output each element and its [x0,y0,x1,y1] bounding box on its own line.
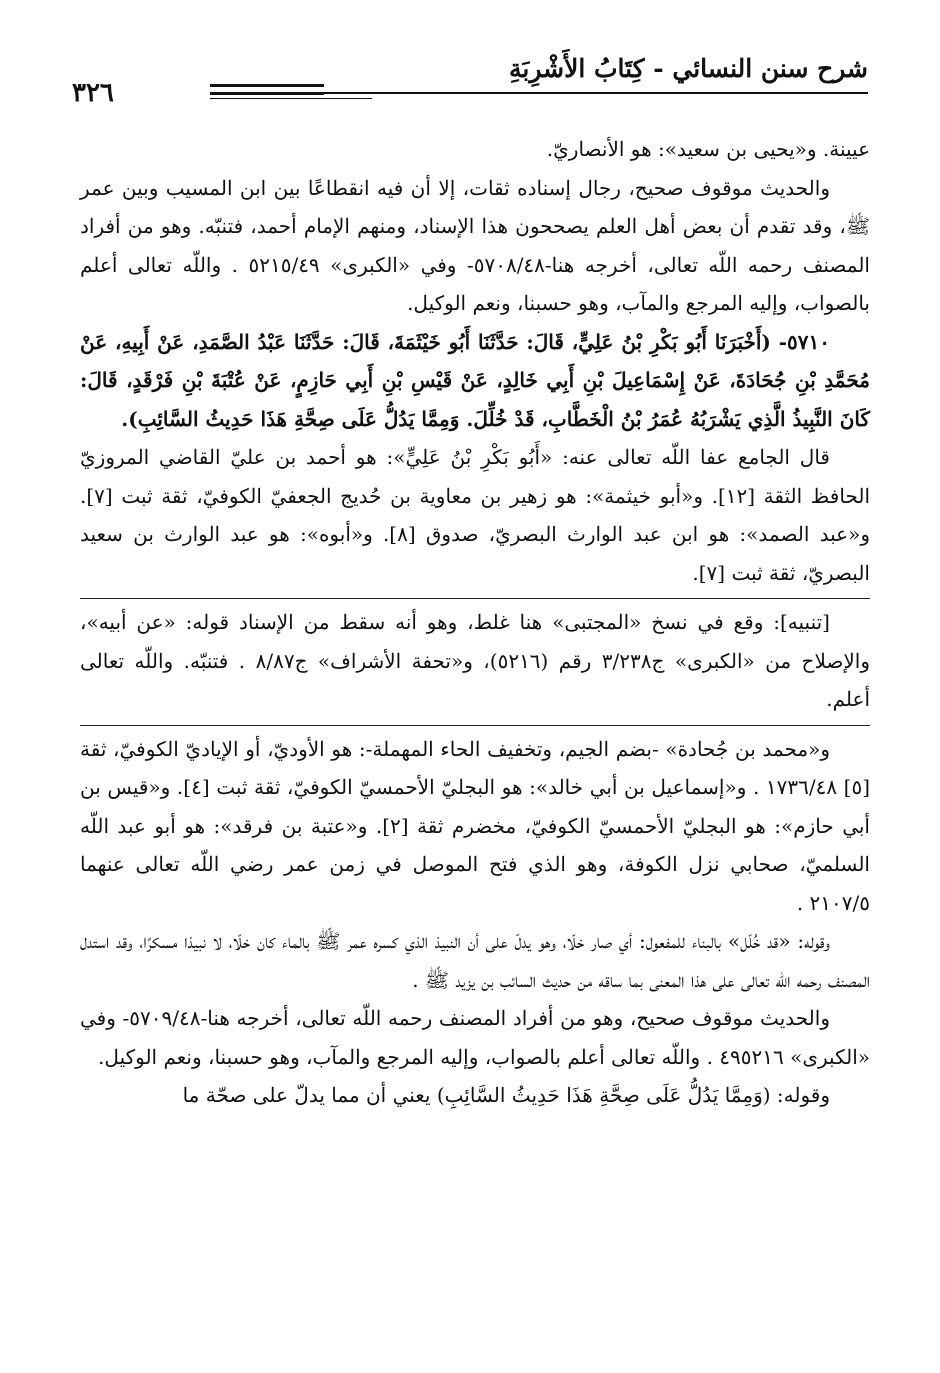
paragraph-2: والحديث موقوف صحيح، رجال إسناده ثقات، إلا أن فيه انقطاعًا بين ابن المسيب وبين عمر ﷺ، وقد تقدم أن بعض أهل العلم يصححون هذا الإسناد، ومنهم الإمام أحمد، فتنبّه. وهو من أفراد المصنف رحمه اللّه تعالى، أخرجه هنا-٥٧٠٨/٤٨- وفي «الكبرى» ٥٢١٥/٤٩ . واللّه تعالى أعلم بالصواب، وإليه المرجع والمآب، وهو حسبنا، ونعم الوكيل. [80,175,870,315]
paragraph-conclusion: والحديث موقوف صحيح، وهو من أفراد المصنف رحمه اللّه تعالى، أخرجه هنا-٥٧٠٩/٤٨- وفي «الكبرى» ٤٩٥٢١٦ . واللّه تعالى أعلم بالصواب، وإليه المرجع والمآب، وهو حسبنا، ونعم الوكيل. [80,1006,870,1069]
paragraph-narrators: و«محمد بن جُحادة» -بضم الجيم، وتخفيف الحاء المهملة-: هو الأوديّ، أو الإياديّ الكوفيّ، ثقة [٥] ١٧٣٦/٤٨ . و«إسماعيل بن أبي خالد»: هو البجليّ الأحمسيّ الكوفيّ، ثقة ثبت [٤]. و«قيس بن أبي حازم»: هو البجليّ الأحمسيّ الكوفيّ، مخضرم ثقة [٢]. و«عتبة بن فرقد»: هو أبو عبد اللّه السلميّ، صحابي نزل الكوفة، وهو الذي فتح الموصل في زمن عمر رضي اللّه تعالى عنهما ٢١٠٧/٥ . [80,736,871,915]
running-title: شرح سنن النسائي - كِتَابُ الأَشْرِبَةِ [508,54,868,83]
paragraph-1: عيينة. و«يحيى بن سعيد»: هو الأنصاريّ. [546,137,870,161]
page-number: ٣٢٦ [72,78,210,108]
separator-rule [80,725,870,726]
paragraph-last: وقوله: (وَمِمَّا يَدُلُّ عَلَى صِحَّةِ هَذَا حَدِيثُ السَّائِبِ) يعني أن مما يدلّ على صحّة ما [182,1083,830,1107]
running-header [72,54,868,136]
separator-rule [80,598,870,599]
page-body [80,130,870,1115]
hadith-text: ٥٧١٠- (أَخْبَرَنَا أَبُو بَكْرِ بْنُ عَلِيٍّ، قَالَ: حَدَّثَنَا أَبُو خَيْثَمَةَ، قَالَ: حَدَّثَنَا عَبْدُ الصَّمَدِ، عَنْ أَبِيهِ، عَنْ مُحَمَّدِ بْنِ جُحَادَةَ، عَنْ إِسْمَاعِيلَ بْنِ أَبِي خَالِدٍ، عَنْ قَيْسِ بْنِ أَبِي حَازِمٍ، عَنْ عُتْبَةَ بْنِ فَرْقَدٍ، قَالَ: كَانَ النَّبِيذُ الَّذِي يَشْرَبُهُ عُمَرُ بْنُ الْخَطَّابِ، قَدْ خُلِّلَ. وَمِمَّا يَدُلُّ عَلَى صِحَّةِ هَذَا حَدِيثُ السَّائِبِ). [80,329,870,431]
paragraph-commentary-1: قال الجامع عفا اللّه تعالى عنه: «أَبُو بَكْرِ بْنُ عَلِيٍّ»: هو أحمد بن عليّ القاضي المروزيّ الحافظ الثقة [١٢]. و«أبو خيثمة»: هو زهير بن معاوية بن حُديج الجعفيّ الكوفيّ، ثقة ثبت [٧]. و«عبد الصمد»: هو ابن عبد الوارث البصريّ، صدوق [٨]. و«أبوه»: هو عبد الوارث بن سعيد البصريّ، ثقة ثبت [٧]. [80,445,871,585]
paragraph-explanation: وقوله: «قد خُلّل» بالبناء للمفعول: أي صار خلّا، وهو يدلّ على أن النبيذ الذي كسره عمر ﷺ بالماء كان خلّا، لا نبيذا مسكرًا، وقد استدل المصنف رحمه اللّه تعالى على هذا المعنى بما ساقه من حديث السائب بن يزيد ﷺ . [80,929,870,992]
paragraph-note: [تنبيه]: وقع في نسخ «المجتبى» هنا غلط، وهو أنه سقط من الإسناد قوله: «عن أبيه»، والإصلاح من «الكبرى» ج٣/٢٣٨ رقم (٥٢١٦)، و«تحفة الأشراف» ج٨/٨٧ . فتنبّه. واللّه تعالى أعلم. [80,610,871,711]
page-number-ornament [204,84,324,100]
